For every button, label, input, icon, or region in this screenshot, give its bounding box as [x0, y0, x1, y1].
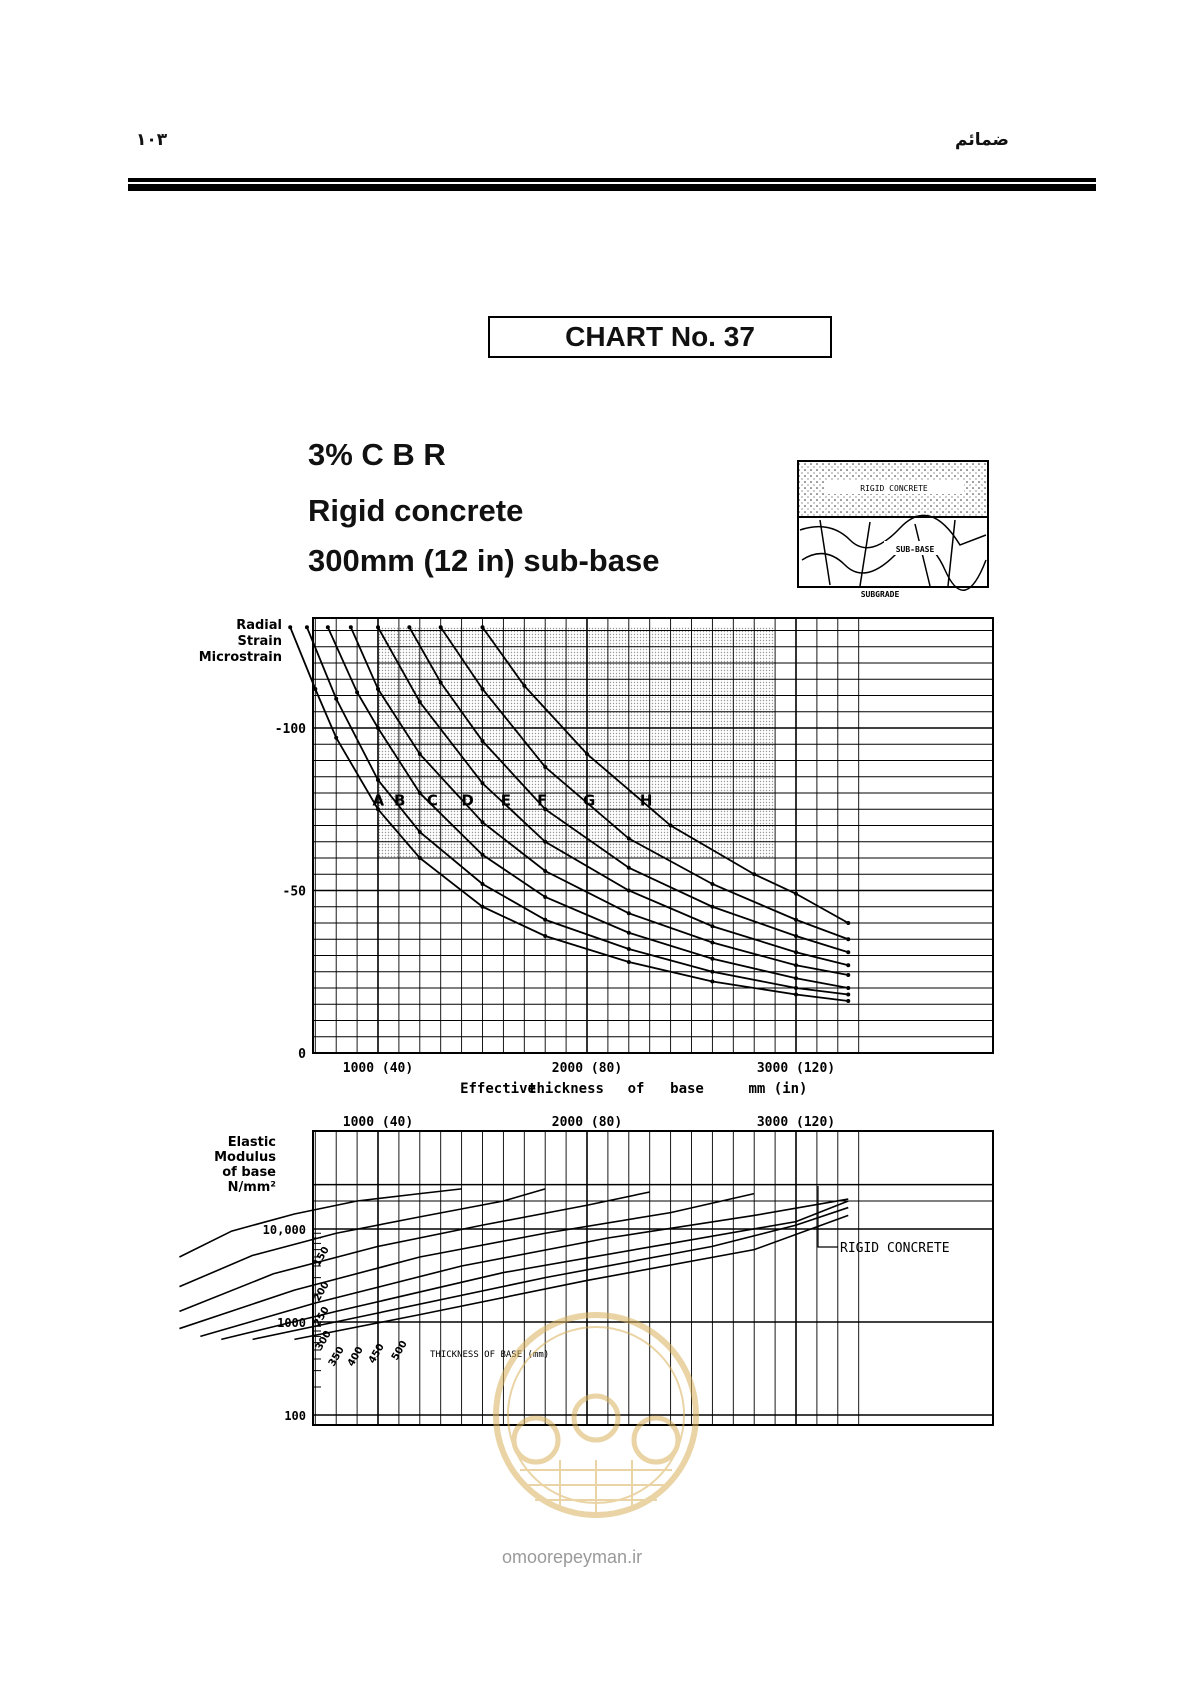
strain-point: [439, 625, 443, 629]
strain-y-tick: 0: [298, 1047, 306, 1062]
strain-point: [543, 840, 547, 844]
strain-point: [481, 687, 485, 691]
strain-point: [334, 736, 338, 740]
strain-point: [355, 690, 359, 694]
modulus-x-tick: 2000 (80): [551, 1115, 623, 1130]
modulus-curve-label: 300: [313, 1328, 334, 1353]
strain-point: [794, 963, 798, 967]
title-subbase: 300mm (12 in) sub-base: [308, 543, 660, 578]
strain-y-ticks: [275, 722, 306, 1062]
thickness-of-base-label: THICKNESS OF BASE (mm): [430, 1350, 550, 1360]
strain-point: [846, 999, 850, 1003]
strain-y-title-line: Microstrain: [198, 650, 282, 665]
strain-point: [794, 976, 798, 980]
strain-curve-label-H: H: [639, 791, 653, 810]
modulus-chart: [179, 1115, 993, 1425]
strain-point: [846, 986, 850, 990]
strain-point: [627, 947, 631, 951]
modulus-curve-label: 250: [311, 1304, 332, 1329]
modulus-y-tick: 1000: [277, 1316, 306, 1330]
strain-point: [543, 765, 547, 769]
diagram-label-subbase: SUB-BASE: [895, 545, 935, 554]
strain-point: [376, 726, 380, 730]
strain-x-ticks: [343, 1061, 835, 1076]
watermark-site: omoorepeyman.ir: [502, 1547, 643, 1567]
strain-point: [481, 820, 485, 824]
strain-point: [710, 980, 714, 984]
strain-y-title-line: Strain: [237, 634, 282, 649]
strain-x-title-word: of: [627, 1081, 645, 1097]
modulus-curve-label: 350: [326, 1344, 347, 1369]
strain-point: [627, 837, 631, 841]
strain-point: [846, 993, 850, 997]
strain-point: [376, 778, 380, 782]
strain-point: [522, 684, 526, 688]
strain-x-title-word: Effective: [460, 1081, 536, 1097]
modulus-y-axis-title: [214, 1135, 276, 1195]
strain-point: [710, 905, 714, 909]
rigid-concrete-label: RIGID CONCRETE: [840, 1241, 950, 1256]
strain-point: [710, 957, 714, 961]
strain-y-title-line: Radial: [236, 618, 282, 633]
modulus-y-ticks: [263, 1223, 306, 1423]
strain-point: [543, 934, 547, 938]
strain-point: [710, 924, 714, 928]
strain-point: [326, 625, 330, 629]
strain-point: [481, 905, 485, 909]
modulus-curve-label: 500: [389, 1338, 410, 1363]
strain-x-tick: 2000 (80): [551, 1061, 623, 1076]
strain-point: [288, 625, 292, 629]
strain-point: [376, 625, 380, 629]
modulus-curve-label: 200: [311, 1279, 332, 1304]
strain-curve-label-G: G: [583, 791, 596, 810]
strain-point: [313, 687, 317, 691]
strain-point: [846, 963, 850, 967]
modulus-annotations: [430, 1186, 950, 1360]
modulus-curve: [179, 1194, 754, 1329]
modulus-curve-label: 150: [311, 1244, 332, 1269]
strain-point: [794, 950, 798, 954]
strain-point: [418, 791, 422, 795]
strain-point: [418, 830, 422, 834]
strain-point: [305, 625, 309, 629]
strain-point: [418, 752, 422, 756]
strain-point: [481, 853, 485, 857]
modulus-y-tick: 100: [284, 1409, 306, 1423]
strain-point: [418, 856, 422, 860]
strain-point: [669, 824, 673, 828]
strain-chart: [199, 618, 993, 1097]
strain-point: [846, 950, 850, 954]
strain-point: [794, 934, 798, 938]
strain-point: [349, 625, 353, 629]
strain-point: [846, 937, 850, 941]
strain-point: [846, 973, 850, 977]
strain-point: [794, 892, 798, 896]
layer-diagram: [798, 461, 988, 599]
strain-curve-label-A: A: [372, 791, 385, 810]
strain-point: [794, 986, 798, 990]
modulus-y-title-line: N/mm²: [227, 1180, 276, 1195]
strain-point: [481, 625, 485, 629]
strain-y-axis-title: [199, 618, 282, 665]
strain-point: [376, 687, 380, 691]
strain-point: [334, 697, 338, 701]
strain-point: [627, 931, 631, 935]
modulus-x-tick: 3000 (120): [756, 1115, 836, 1130]
diagram-label-subgrade: SUBGRADE: [860, 590, 900, 599]
modulus-curve-label: 400: [345, 1344, 366, 1369]
strain-curve-label-E: E: [500, 791, 512, 810]
strain-point: [794, 918, 798, 922]
chart-number-box: CHART No. 37: [488, 316, 832, 358]
strain-point: [543, 918, 547, 922]
strain-point: [627, 960, 631, 964]
strain-point: [585, 752, 589, 756]
modulus-x-ticks: [343, 1115, 835, 1130]
strain-curve-label-C: C: [426, 791, 438, 810]
strain-point: [710, 970, 714, 974]
strain-point: [481, 781, 485, 785]
strain-point: [439, 681, 443, 685]
strain-point: [752, 872, 756, 876]
strain-point: [794, 993, 798, 997]
strain-x-title-word: mm (in): [748, 1081, 808, 1097]
strain-x-tick: 3000 (120): [756, 1061, 836, 1076]
strain-point: [627, 889, 631, 893]
modulus-y-title-line: Modulus: [214, 1150, 276, 1165]
strain-x-title-word: thickness: [528, 1081, 604, 1097]
strain-curve-label-F: F: [537, 791, 548, 810]
strain-point: [627, 866, 631, 870]
strain-y-tick: -100: [274, 722, 306, 737]
strain-y-tick: -50: [282, 884, 306, 900]
strain-x-tick: 1000 (40): [342, 1061, 414, 1076]
strain-curve-label-B: B: [393, 791, 406, 810]
modulus-x-tick: 1000 (40): [342, 1115, 414, 1130]
strain-point: [418, 700, 422, 704]
strain-x-axis-title: [460, 1081, 807, 1097]
strain-x-title-word: base: [670, 1081, 704, 1097]
strain-point: [627, 911, 631, 915]
modulus-y-tick: 10,000: [262, 1223, 306, 1237]
header-right-text: ضمائم: [955, 130, 1009, 150]
strain-point: [543, 895, 547, 899]
strain-point: [481, 882, 485, 886]
strain-point: [846, 921, 850, 925]
modulus-y-title-line: of base: [222, 1165, 276, 1180]
title-cbr: 3% C B R: [308, 437, 446, 472]
strain-point: [407, 625, 411, 629]
strain-curve-label-D: D: [461, 791, 474, 810]
strain-point: [710, 941, 714, 945]
page-number: ۱۰۳: [136, 130, 168, 150]
strain-point: [481, 739, 485, 743]
strain-point: [710, 882, 714, 886]
diagram-label-concrete: RIGID CONCRETE: [860, 484, 928, 493]
title-rigid-concrete: Rigid concrete: [308, 493, 524, 528]
modulus-curve-label: 450: [366, 1341, 387, 1366]
modulus-y-title-line: Elastic: [227, 1135, 276, 1150]
strain-point: [543, 869, 547, 873]
